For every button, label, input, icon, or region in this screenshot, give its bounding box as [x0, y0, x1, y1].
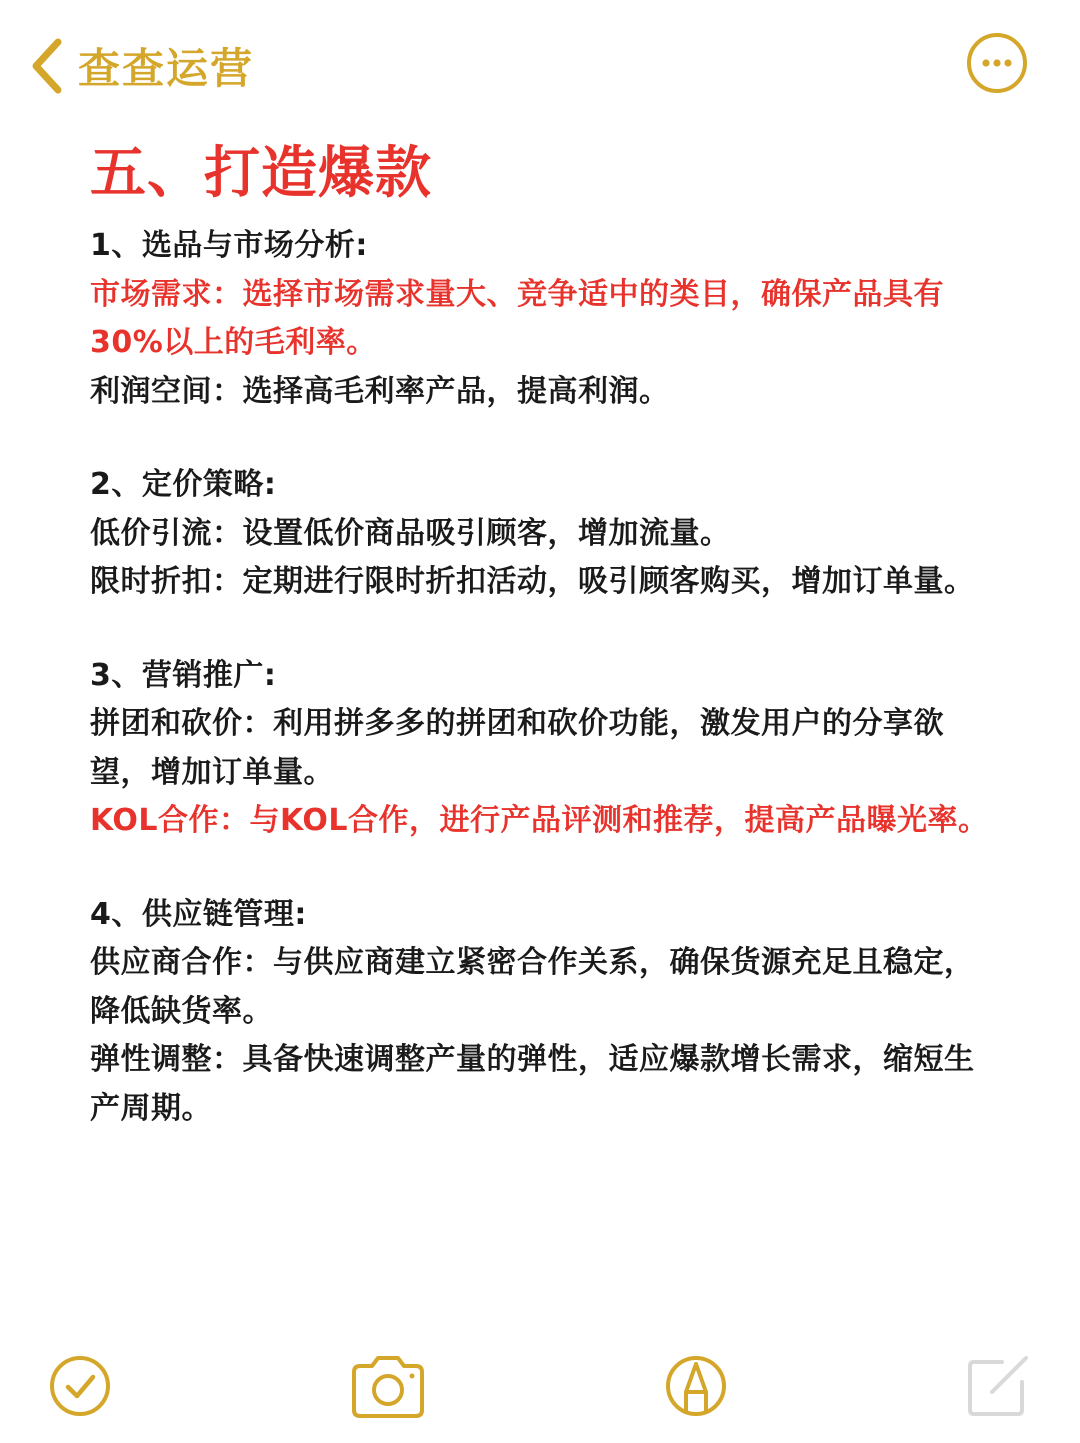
section-heading: 4、供应链管理:	[90, 896, 307, 932]
compose-icon	[962, 1350, 1034, 1422]
section-heading: 3、营销推广:	[90, 657, 277, 693]
section-selection	[90, 222, 990, 416]
section-marketing	[90, 652, 990, 846]
note-body[interactable]	[90, 140, 990, 1178]
more-options-button[interactable]	[966, 32, 1028, 94]
markup-pen-icon	[660, 1350, 732, 1422]
paragraph: 弹性调整：具备快速调整产量的弹性，适应爆款增长需求，缩短生产周期。	[90, 1042, 975, 1126]
checklist-icon	[44, 1350, 116, 1422]
section-supply-chain	[90, 891, 990, 1134]
paragraph: KOL合作：与KOL合作，进行产品评测和推荐，提高产品曝光率。	[90, 803, 989, 838]
checklist-button[interactable]	[44, 1350, 116, 1422]
markup-button[interactable]	[660, 1350, 732, 1422]
compose-button[interactable]	[962, 1350, 1034, 1422]
paragraph: 拼团和砍价：利用拼多多的拼团和砍价功能，激发用户的分享欲望，增加订单量。	[90, 706, 944, 790]
bottom-toolbar	[0, 1340, 1080, 1430]
section-heading: 1、选品与市场分析:	[90, 228, 368, 263]
nav-bar	[0, 0, 1080, 130]
back-label: 查查运营	[78, 44, 255, 93]
more-icon	[966, 79, 1028, 98]
paragraph: 市场需求：选择市场需求量大、竞争适中的类目，确保产品具有30%以上的毛利率。	[90, 276, 944, 360]
section-heading: 2、定价策略:	[90, 467, 277, 502]
section-pricing	[90, 461, 990, 607]
paragraph: 供应商合作：与供应商建立紧密合作关系，确保货源充足且稳定，降低缺货率。	[90, 945, 975, 1029]
paragraph: 限时折扣：定期进行限时折扣活动，吸引顾客购买，增加订单量。	[90, 564, 975, 599]
chevron-left-icon	[28, 38, 64, 94]
camera-button[interactable]	[348, 1350, 420, 1422]
paragraph: 低价引流：设置低价商品吸引顾客，增加流量。	[90, 515, 731, 551]
camera-icon	[348, 1350, 420, 1422]
note-title: 五、打造爆款	[90, 141, 432, 206]
paragraph: 利润空间：选择高毛利率产品，提高利润。	[90, 373, 670, 409]
back-button[interactable]	[28, 36, 254, 96]
